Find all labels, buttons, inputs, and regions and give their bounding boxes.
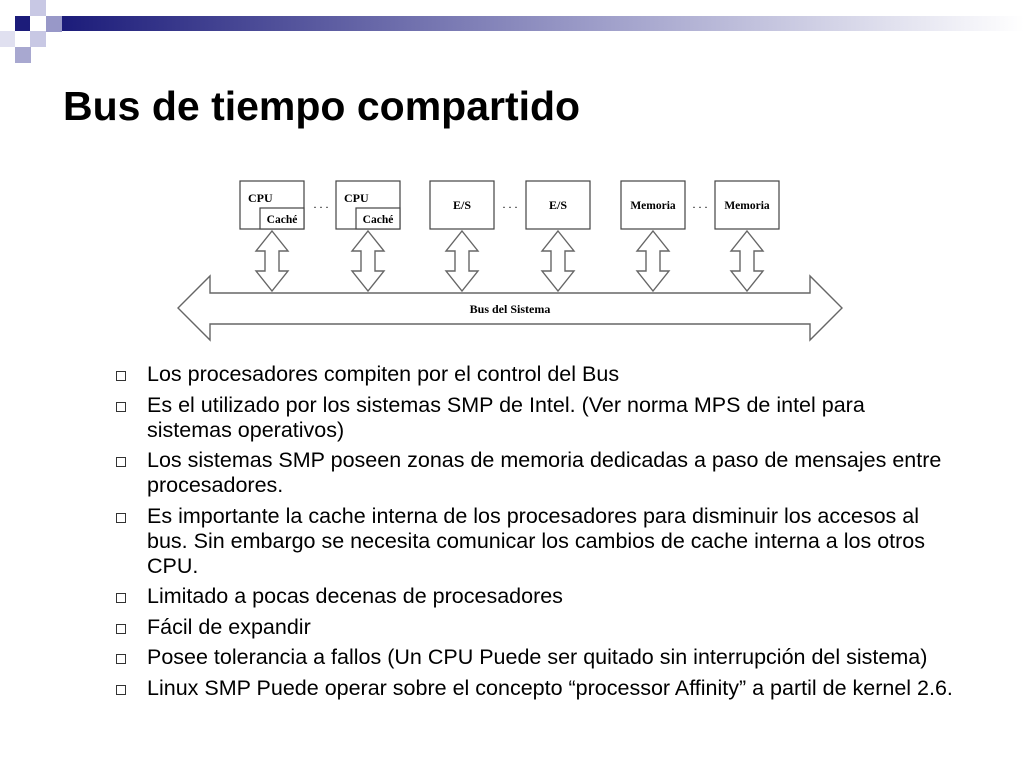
ellipsis: . . .	[313, 197, 329, 211]
bullet-item	[114, 584, 954, 609]
bullet-item	[114, 362, 954, 387]
system-bus-label: Bus del Sistema	[469, 302, 551, 316]
bullet-text: Los procesadores compiten por el control del Bus	[147, 362, 620, 386]
bullet-square-icon	[116, 654, 126, 664]
bullet-item	[114, 615, 954, 640]
cache-label: Caché	[266, 214, 298, 226]
cpu-label: CPU	[344, 191, 369, 205]
bullet-item	[114, 448, 954, 498]
bullet-text: Limitado a pocas decenas de procesadores	[147, 584, 563, 608]
deco-square-mid	[46, 16, 62, 32]
deco-square-light	[30, 0, 46, 16]
deco-square-light	[30, 31, 46, 47]
deco-square-mid	[15, 47, 31, 63]
bus-connector-arrow	[542, 231, 574, 291]
bullet-square-icon	[116, 685, 126, 695]
bullet-item	[114, 676, 954, 701]
memory-label: Memoria	[724, 200, 770, 212]
bus-connector-arrow	[352, 231, 384, 291]
bullet-square-icon	[116, 513, 126, 523]
bullet-square-icon	[116, 624, 126, 634]
memory-label: Memoria	[630, 200, 676, 212]
bullet-square-icon	[116, 457, 126, 467]
bullet-list	[114, 362, 954, 706]
header-gradient-strip	[62, 16, 1024, 31]
bus-connector-arrow	[637, 231, 669, 291]
cpu-label: CPU	[248, 191, 273, 205]
bullet-text: Los sistemas SMP poseen zonas de memoria dedicadas a paso de mensajes entre procesadores.	[147, 448, 942, 497]
cpu-unit	[240, 181, 304, 229]
bullet-square-icon	[116, 593, 126, 603]
bullet-text: Posee tolerancia a fallos (Un CPU Puede ser quitado sin interrupción del sistema)	[147, 645, 928, 669]
memory-unit	[715, 181, 779, 229]
ellipsis: . . .	[692, 197, 708, 211]
bullet-text: Es importante la cache interna de los procesadores para disminuir los accesos al bus. Sin embargo se necesita comunicar los cambios de cache interna a los otros CPU.	[147, 503, 925, 578]
bullet-text: Linux SMP Puede operar sobre el concepto “processor Affinity” a partil de kernel 2.6.	[147, 675, 953, 700]
cache-label: Caché	[362, 214, 394, 226]
corner-decoration	[0, 0, 1024, 70]
deco-square-faint	[0, 31, 15, 47]
bus-connector-arrow	[731, 231, 763, 291]
bullet-item	[114, 393, 954, 443]
slide-title: Bus de tiempo compartido	[63, 83, 581, 129]
io-unit	[526, 181, 590, 229]
deco-square-dark	[15, 16, 30, 31]
bus-diagram	[170, 172, 860, 347]
bus-connector-arrow	[256, 231, 288, 291]
bullet-square-icon	[116, 371, 126, 381]
bullet-square-icon	[116, 402, 126, 412]
cpu-unit	[336, 181, 400, 229]
bullet-text: Es el utilizado por los sistemas SMP de Intel. (Ver norma MPS de intel para sistemas operativos)	[147, 392, 865, 442]
memory-unit	[621, 181, 685, 229]
io-unit	[430, 181, 494, 229]
bullet-item	[114, 504, 954, 579]
bullet-text: Fácil de expandir	[147, 614, 311, 639]
io-label: E/S	[548, 198, 568, 212]
io-label: E/S	[452, 198, 472, 212]
ellipsis: . . .	[502, 197, 518, 211]
bullet-item	[114, 645, 954, 670]
bus-connector-arrow	[446, 231, 478, 291]
